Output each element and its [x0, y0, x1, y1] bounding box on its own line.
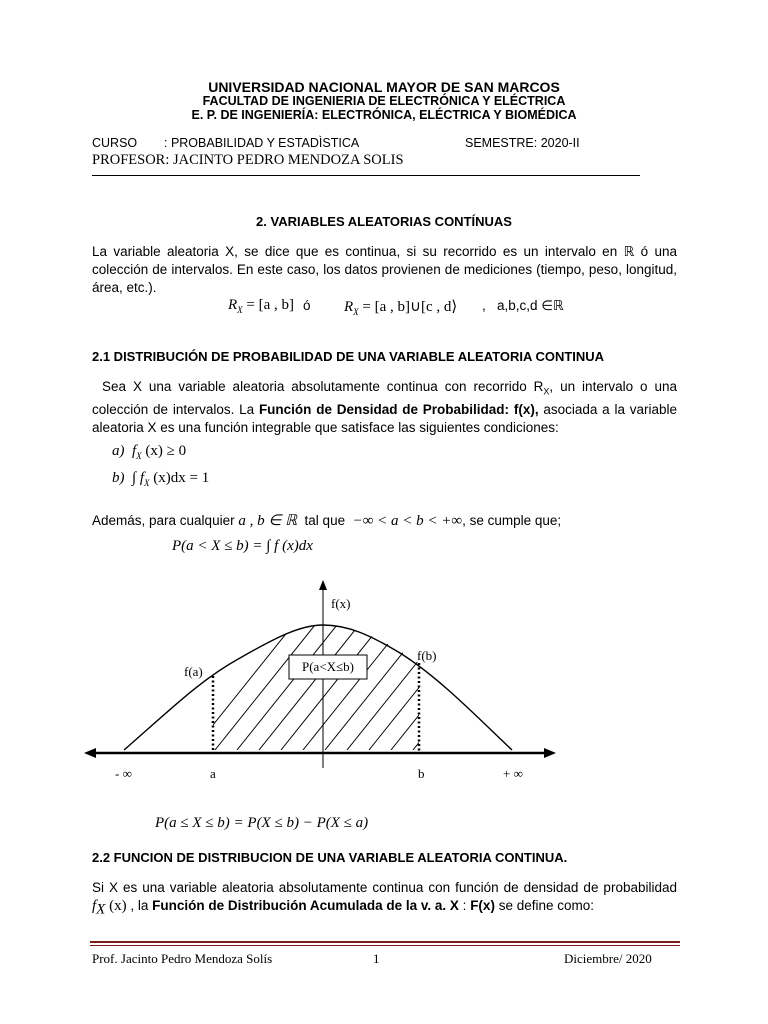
fx-label: f(x): [331, 596, 351, 611]
footer-author: Prof. Jacinto Pedro Mendoza Solís: [92, 951, 273, 966]
faculty-title: FACULTAD DE INGENIERIA DE ELECTRÓNICA Y ELÉCTRICA: [202, 94, 566, 108]
section-2-title: 2. VARIABLES ALEATORIAS CONTÍNUAS: [256, 214, 512, 229]
left-arrow-icon: [84, 748, 96, 758]
minus-infinity-label: - ∞: [115, 766, 132, 781]
or-text: ó: [303, 298, 311, 313]
semester: SEMESTRE: 2020-II: [465, 136, 580, 150]
probability-integral: P(a < X ≤ b) = ∫ f (x)dx: [172, 538, 313, 554]
page-number: 1: [373, 951, 380, 966]
condition-a: a) $f_X$ (x) ≥ 0: [112, 443, 187, 461]
section-2-paragraph: La variable aleatoria X, se dice que es continua, si su recorrido es un intervalo en ℝ ó una colección de intervalos. En este caso, los datos provienen de mediciones (tiempo, peso, longitud, área, etc.).: [92, 244, 677, 295]
plus-infinity-label: + ∞: [503, 766, 523, 781]
density-curve-figure: [80, 580, 560, 795]
footer-date: Diciembre/ 2020: [564, 951, 652, 966]
section-2-1-title: 2.1 DISTRIBUCIÓN DE PROBABILIDAD DE UNA VARIABLE ALEATORIA CONTINUA: [92, 349, 605, 364]
course-value: : PROBABILIDAD Y ESTADÌSTICA: [164, 136, 360, 150]
section-2-2-title: 2.2 FUNCION DE DISTRIBUCION DE UNA VARIABLE ALEATORIA CONTINUA.: [92, 850, 568, 865]
fa-label: f(a): [184, 664, 203, 679]
condition-b: b) ∫ $f_X$ (x)dx = 1: [112, 470, 210, 488]
footer-rule-bottom: [90, 945, 680, 946]
fb-label: f(b): [417, 648, 437, 663]
school-title: E. P. DE INGENIERÍA: ELECTRÓNICA, ELÉCTRICA Y BIOMÉDICA: [191, 108, 577, 122]
ademas-line: Además, para cualquier a , b ∈ ℝ tal que −∞ < a < b < +∞, se cumple que;: [92, 513, 562, 529]
rx-formula-1: $R_X = [a$ , b]: [228, 297, 295, 315]
probability-box-label: P(a<X≤b): [301, 659, 354, 674]
rx-formula-tail: , a,b,c,d ∈ℝ: [482, 298, 564, 313]
university-title: UNIVERSIDAD NACIONAL MAYOR DE SAN MARCOS: [208, 79, 560, 95]
b-label: b: [418, 766, 425, 781]
header-rule: [92, 175, 640, 176]
footer-rule-top: [90, 941, 680, 943]
rx-formula-2: $R_X = [a$ , b]∪[c , d⟩: [344, 299, 458, 317]
professor: PROFESOR: JACINTO PEDRO MENDOZA SOLIS: [92, 152, 404, 168]
course-label: CURSO: [92, 136, 138, 150]
section-2-2-paragraph: Si X es una variable aleatoria absolutamente continua con función de densidad de probabilidad $f_X$ (x) , la Función de Distribución Acumulada de la v. a. X : F(x) se define como:: [92, 880, 677, 918]
up-arrow-icon: [319, 580, 327, 590]
right-arrow-icon: [544, 748, 556, 758]
difference-formula: P(a ≤ X ≤ b) = P(X ≤ b) − P(X ≤ a): [155, 815, 369, 831]
section-2-1-paragraph: Sea X una variable aleatoria absolutamente continua con recorrido $R_X$, un intervalo o una colección de intervalos. La Función de Densidad de Probabilidad: f(x), asociada a la variable aleatoria X es una función integrable que satisface las siguientes condiciones:: [92, 379, 678, 435]
a-label: a: [210, 766, 216, 781]
